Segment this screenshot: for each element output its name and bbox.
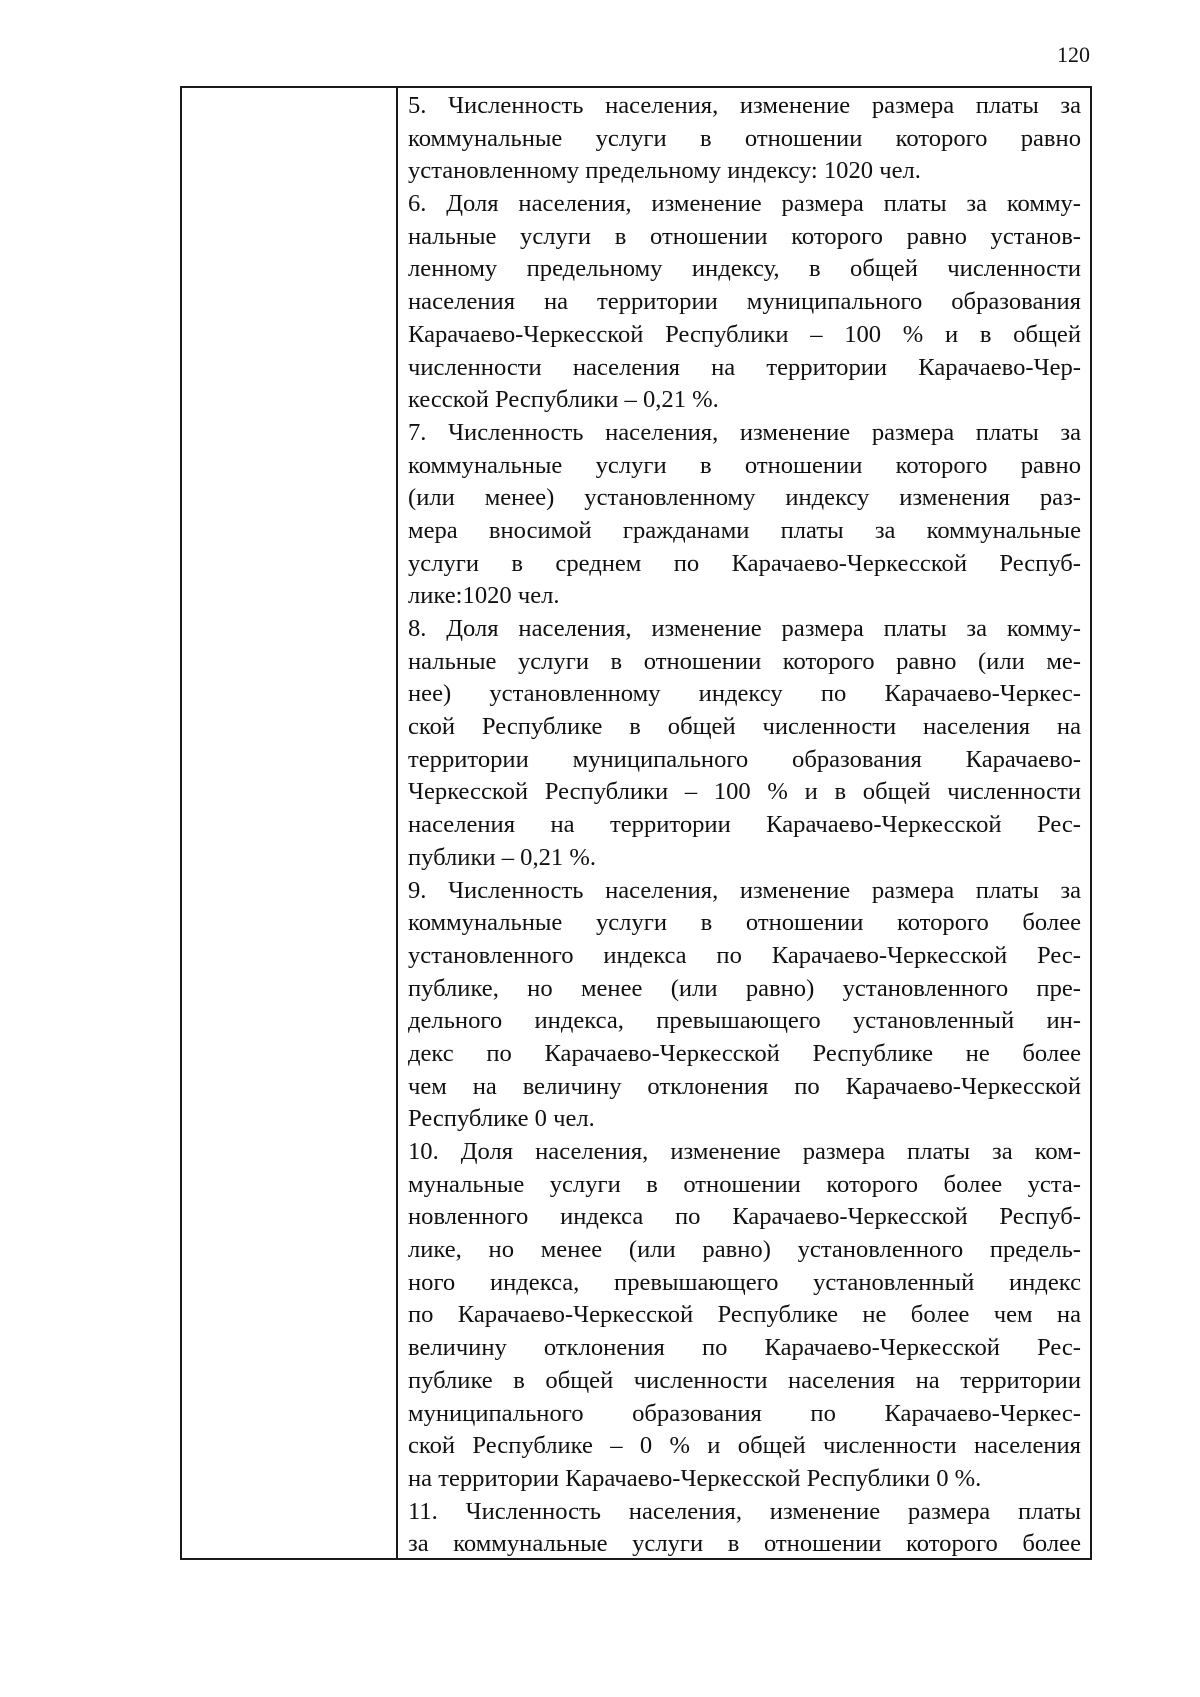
text-line: муниципального образования по Карачаево-Черкес- xyxy=(408,1399,1081,1427)
text-line: Республике 0 чел. xyxy=(408,1105,595,1133)
paragraph-item-5 xyxy=(408,90,1081,188)
document-table xyxy=(180,86,1092,1560)
page-number: 120 xyxy=(1057,42,1090,67)
text-line: 11. Численность населения, изменение размера платы xyxy=(408,1497,1081,1525)
text-line: (или менее) установленному индексу изменения раз- xyxy=(408,484,1081,512)
text-line: ской Республике – 0 % и общей численности населения xyxy=(408,1432,1081,1460)
text-line: установленному предельному индексу: 1020 чел. xyxy=(408,157,921,185)
text-line: 7. Численность населения, изменение размера платы за xyxy=(408,418,1081,446)
text-line: за коммунальные услуги в отношении которого более xyxy=(408,1530,1081,1558)
text-line: нальные услуги в отношении которого равно установ- xyxy=(408,222,1081,250)
table-right-cell xyxy=(398,88,1090,1558)
text-line: 8. Доля населения, изменение размера платы за комму- xyxy=(408,615,1081,642)
text-line: 6. Доля населения, изменение размера платы за комму- xyxy=(408,190,1081,218)
text-line: Черкесской Республики – 100 % и в общей численности xyxy=(408,778,1081,806)
text-line: 5. Численность населения, изменение размера платы за xyxy=(408,92,1081,119)
text-line: на территории Карачаево-Черкесской Республики 0 %. xyxy=(408,1464,982,1492)
text-line: 9. Численность населения, изменение размера платы за xyxy=(408,876,1081,904)
text-line: мера вносимой гражданами платы за коммунальные xyxy=(408,516,1081,544)
text-line: нальные услуги в отношении которого равно (или ме- xyxy=(408,647,1081,675)
paragraph-item-11 xyxy=(408,1496,1081,1561)
table-left-cell xyxy=(182,88,398,1558)
text-line: ской Республике в общей численности населения на xyxy=(408,713,1081,741)
text-line: лике:1020 чел. xyxy=(408,582,560,610)
paragraph-item-7 xyxy=(408,417,1081,613)
paragraph-item-6 xyxy=(408,188,1081,417)
text-line: новленного индекса по Карачаево-Черкесской Респуб- xyxy=(408,1203,1081,1231)
text-line: услуги в среднем по Карачаево-Черкесской Респуб- xyxy=(408,549,1081,577)
text-line: территории муниципального образования Карачаево- xyxy=(408,745,1081,773)
text-line: публике в общей численности населения на территории xyxy=(408,1366,1081,1394)
text-line: величину отклонения по Карачаево-Черкесской Рес- xyxy=(408,1334,1081,1362)
text-line: кесской Республики – 0,21 %. xyxy=(408,386,719,414)
text-line: населения на территории муниципального образования xyxy=(408,288,1081,316)
text-line: коммунальные услуги в отношении которого более xyxy=(408,909,1081,937)
text-line: ного индекса, превышающего установленный индекс xyxy=(408,1268,1081,1296)
text-line: нее) установленному индексу по Карачаево-Черкес- xyxy=(408,680,1081,708)
paragraph-item-9 xyxy=(408,875,1081,1137)
text-line: Карачаево-Черкесской Республики – 100 % и в общей xyxy=(408,320,1081,348)
text-line: ленному предельному индексу, в общей численности xyxy=(408,255,1081,283)
text-line: 10. Доля населения, изменение размера платы за ком- xyxy=(408,1138,1081,1165)
text-line: дельного индекса, превышающего установленный ин- xyxy=(408,1007,1081,1035)
paragraph-item-8 xyxy=(408,613,1081,875)
text-line: чем на величину отклонения по Карачаево-Черкесской xyxy=(408,1072,1081,1100)
text-line: коммунальные услуги в отношении которого равно xyxy=(408,124,1081,152)
text-line: лике, но менее (или равно) установленного предель- xyxy=(408,1236,1081,1264)
text-line: коммунальные услуги в отношении которого равно xyxy=(408,451,1081,479)
text-line: численности населения на территории Карачаево-Чер- xyxy=(408,353,1081,381)
text-line: публики – 0,21 %. xyxy=(408,843,596,871)
paragraph-item-10 xyxy=(408,1136,1081,1496)
text-line: публике, но менее (или равно) установленного пре- xyxy=(408,974,1081,1002)
text-line: мунальные услуги в отношении которого более уста- xyxy=(408,1170,1081,1198)
text-line: декс по Карачаево-Черкесской Республике не более xyxy=(408,1039,1081,1067)
text-line: установленного индекса по Карачаево-Черкесской Рес- xyxy=(408,941,1081,969)
text-line: по Карачаево-Черкесской Республике не более чем на xyxy=(408,1301,1081,1329)
text-line: населения на территории Карачаево-Черкесской Рес- xyxy=(408,811,1081,839)
